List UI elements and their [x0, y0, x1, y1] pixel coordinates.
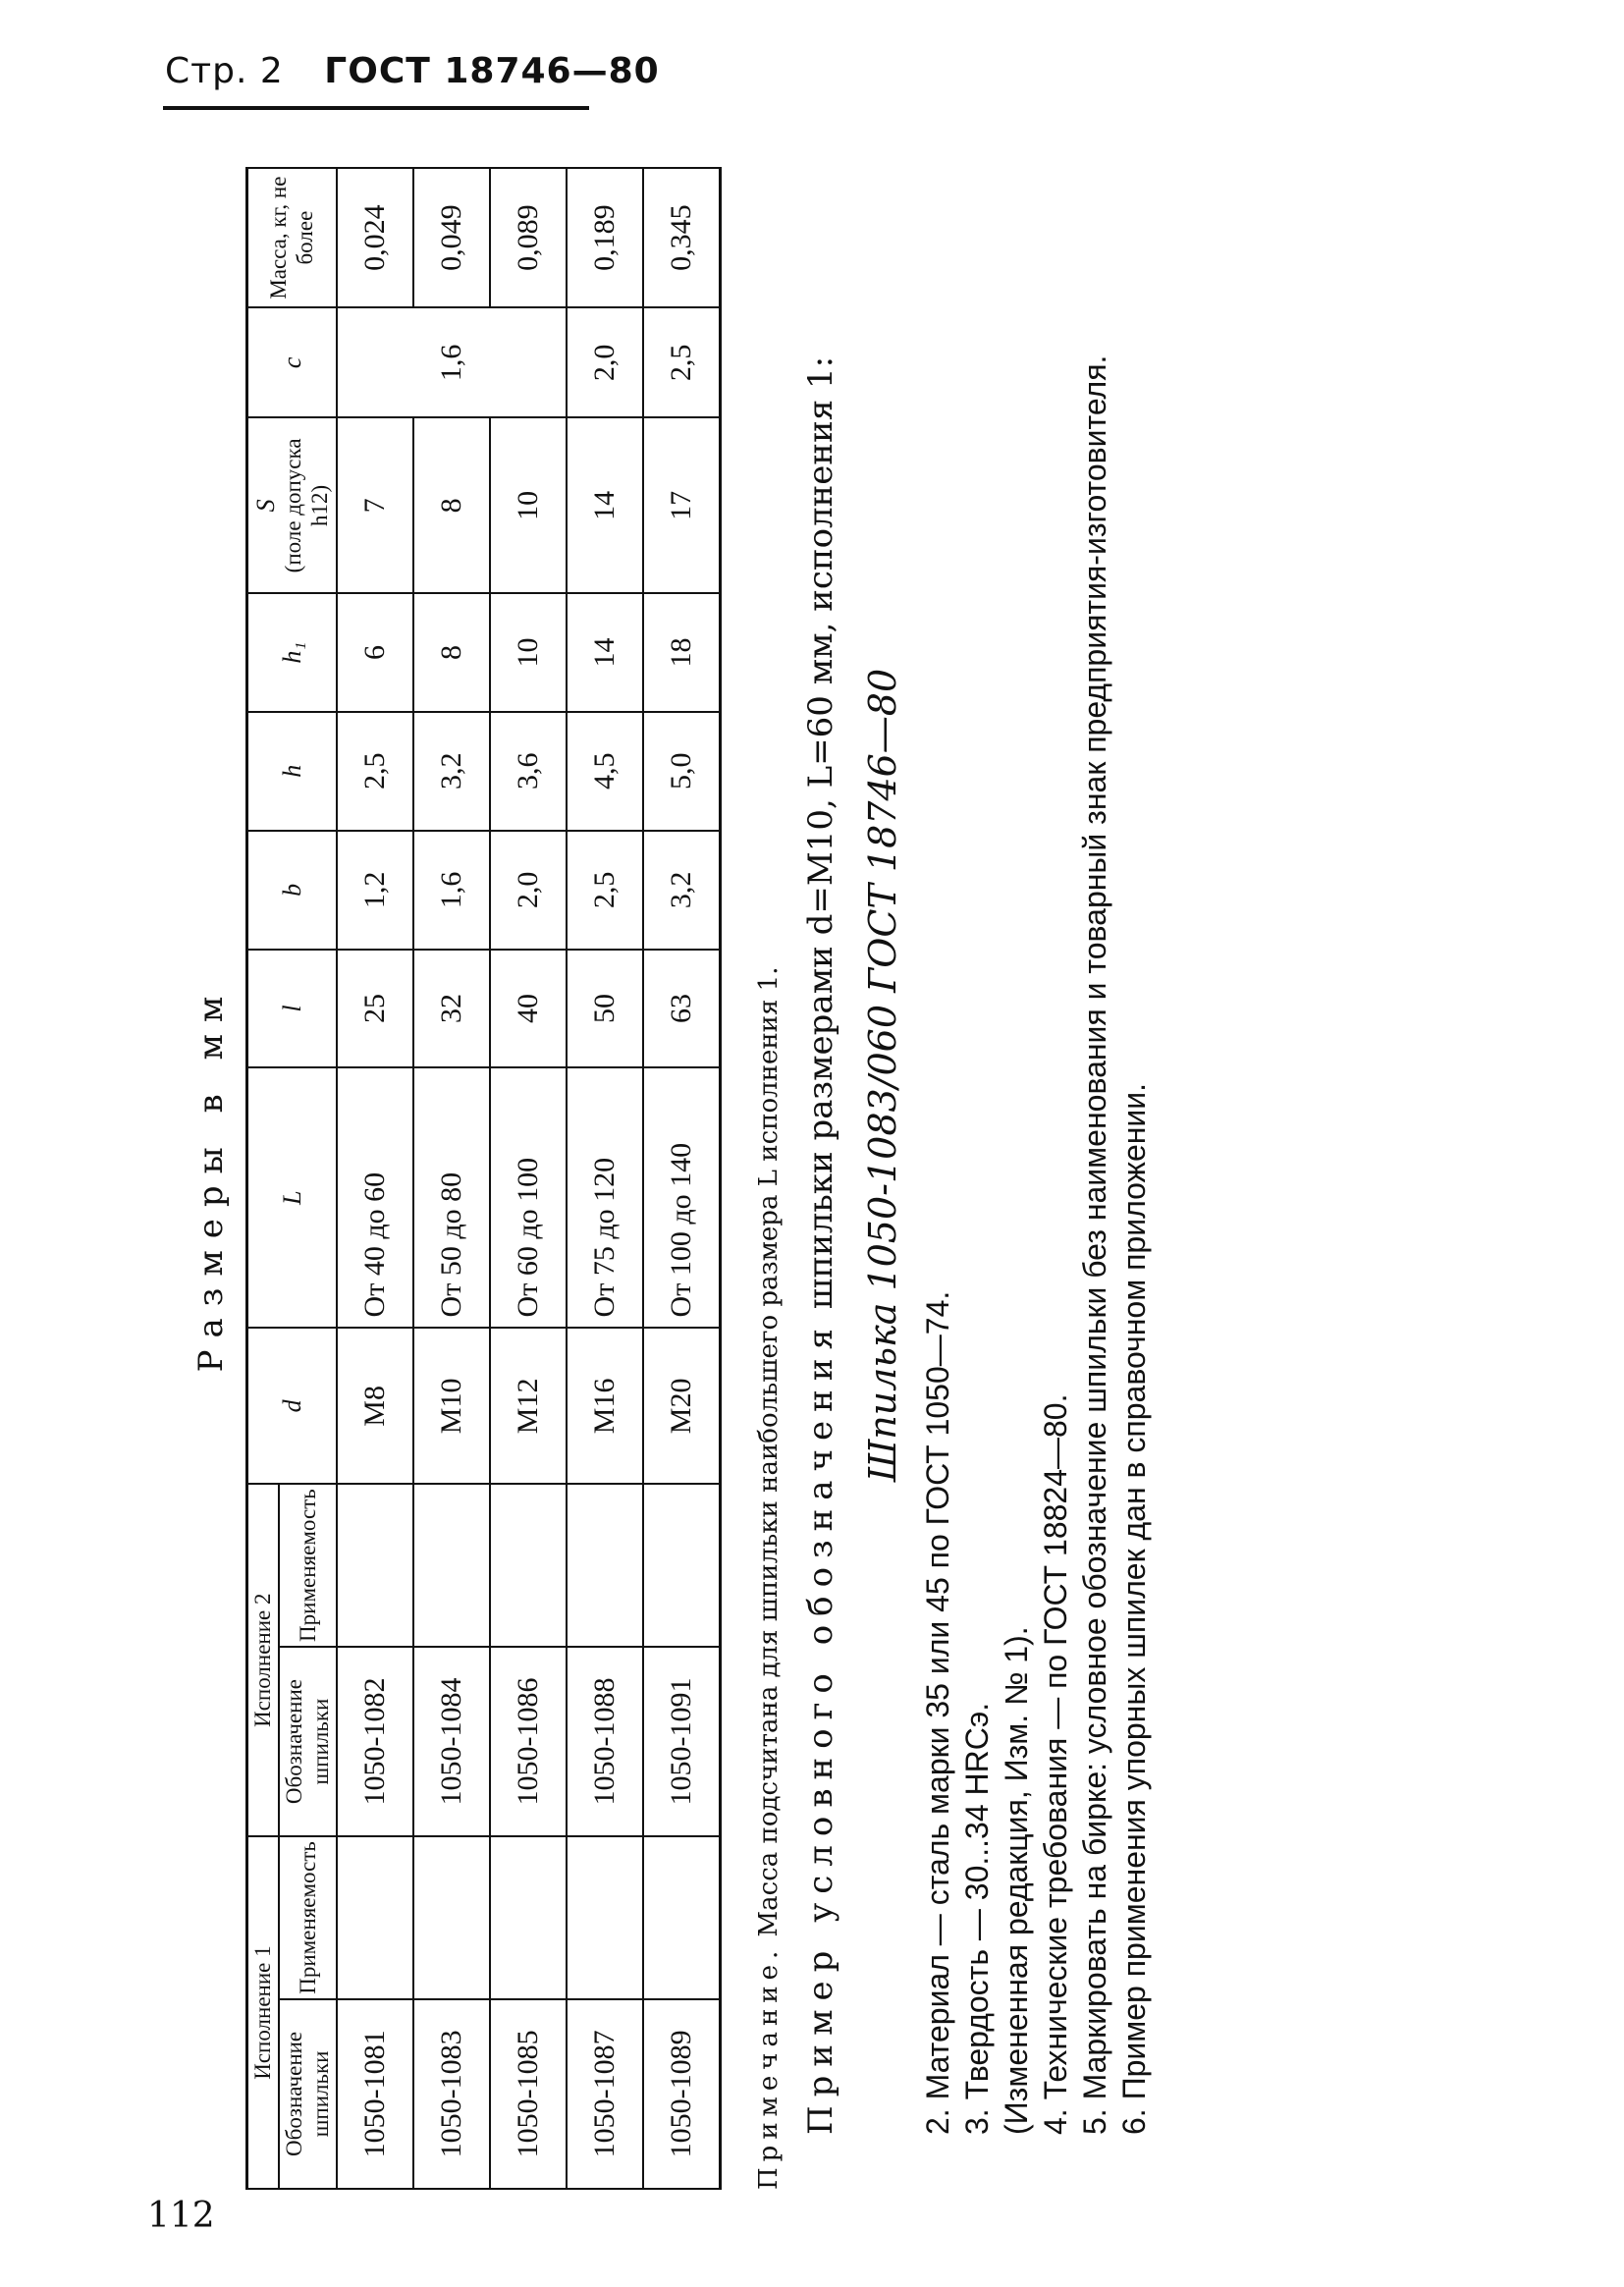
- cell-d: М12: [490, 1328, 567, 1484]
- cell-mass: 0,345: [643, 168, 721, 307]
- applicability-1: [490, 1836, 567, 1999]
- cell-l: 40: [490, 950, 567, 1067]
- col-d: d: [247, 1328, 338, 1484]
- cell-c: 2,0: [567, 307, 643, 417]
- cell-h1: 10: [490, 593, 567, 711]
- applicability-2: [413, 1484, 490, 1647]
- cell-mass: 0,049: [413, 168, 490, 307]
- designation-1: 1050-1085: [490, 1999, 567, 2189]
- item-4: 4. Технические требования — по ГОСТ 18824—80.: [1038, 1393, 1074, 2135]
- applicability-1: [643, 1836, 721, 1999]
- cell-b: 2,5: [567, 831, 643, 950]
- cell-h1: 18: [643, 593, 721, 711]
- dimensions-table: [245, 167, 722, 2190]
- cell-h: 2,5: [337, 712, 413, 831]
- designation-2: 1050-1082: [337, 1647, 413, 1836]
- cell-mass: 0,089: [490, 168, 567, 307]
- col-l: l: [247, 950, 338, 1067]
- cell-L: От 50 до 80: [413, 1067, 490, 1328]
- col-b: b: [247, 831, 338, 950]
- cell-h: 4,5: [567, 712, 643, 831]
- table-row: [490, 168, 567, 2189]
- example-designation: Шпилька 1050-1083/060 ГОСТ 18746—80: [861, 668, 905, 1483]
- col-h: h: [247, 712, 338, 831]
- cell-L: От 75 до 120: [567, 1067, 643, 1328]
- cell-b: 2,0: [490, 831, 567, 950]
- designation-2: 1050-1084: [413, 1647, 490, 1836]
- cell-l: 63: [643, 950, 721, 1067]
- table-row: [567, 168, 643, 2189]
- table-header-row: [247, 168, 280, 2189]
- cell-b: 1,2: [337, 831, 413, 950]
- cell-d: М8: [337, 1328, 413, 1484]
- applicability-2: [567, 1484, 643, 1647]
- page-label: Стр. 2: [165, 51, 284, 91]
- item-3-revision: (Измененная редакция, Изм. № 1).: [999, 1626, 1035, 2135]
- designation-1: 1050-1083: [413, 1999, 490, 2189]
- table-note: [743, 157, 794, 2190]
- designation-1: 1050-1081: [337, 1999, 413, 2189]
- cell-l: 25: [337, 950, 413, 1067]
- units-caption: Размеры в мм: [191, 984, 231, 1373]
- cell-h: 3,2: [413, 712, 490, 831]
- designation-2: 1050-1091: [643, 1647, 721, 1836]
- cell-c: 1,6: [337, 307, 567, 417]
- example-paragraph: [794, 157, 847, 2190]
- cell-h: 5,0: [643, 712, 721, 831]
- cell-S: 17: [643, 417, 721, 593]
- sub-applicability-2: Применяемость: [279, 1484, 337, 1647]
- col-S: [247, 417, 338, 593]
- col-S-note: (поле допуска h12): [281, 438, 332, 573]
- item-6: 6. Пример применения упорных шпилек дан в справочном приложении.: [1116, 1082, 1153, 2135]
- note-text: Масса подсчитана для шпильки наибольшего размера L исполнения 1.: [754, 966, 785, 1937]
- cell-h1: 8: [413, 593, 490, 711]
- note-label: Примечание.: [754, 1944, 785, 2190]
- standard-number: ГОСТ 18746—80: [324, 51, 660, 91]
- page-number: 112: [147, 2196, 215, 2236]
- applicability-1: [567, 1836, 643, 1999]
- table-row: [413, 168, 490, 2189]
- cell-d: М16: [567, 1328, 643, 1484]
- group-header-1: Исполнение 1: [247, 1836, 280, 2189]
- designation-1: 1050-1087: [567, 1999, 643, 2189]
- cell-h1: 14: [567, 593, 643, 711]
- col-mass: Масса, кг, не более: [247, 168, 338, 307]
- col-L: L: [247, 1067, 338, 1328]
- cell-L: От 100 до 140: [643, 1067, 721, 1328]
- header-rule: [163, 106, 589, 110]
- cell-d: М10: [413, 1328, 490, 1484]
- cell-mass: 0,189: [567, 168, 643, 307]
- cell-S: 10: [490, 417, 567, 593]
- applicability-2: [337, 1484, 413, 1647]
- sub-designation-1: Обозначение шпильки: [279, 1999, 337, 2189]
- cell-L: От 40 до 60: [337, 1067, 413, 1328]
- cell-S: 14: [567, 417, 643, 593]
- cell-c: 2,5: [643, 307, 721, 417]
- group-header-2: Исполнение 2: [247, 1484, 280, 1836]
- sub-applicability-1: Применяемость: [279, 1836, 337, 1999]
- col-S-symbol: S: [251, 499, 281, 513]
- designation-2: 1050-1088: [567, 1647, 643, 1836]
- applicability-2: [643, 1484, 721, 1647]
- applicability-1: [337, 1836, 413, 1999]
- rotated-content: [187, 157, 1473, 2200]
- applicability-2: [490, 1484, 567, 1647]
- item-3: 3. Твердость — 30...34 HRCэ.: [959, 1702, 996, 2135]
- page-header: [165, 51, 660, 91]
- applicability-1: [413, 1836, 490, 1999]
- item-2: 2. Материал — сталь марки 35 или 45 по ГОСТ 1050—74.: [920, 1290, 956, 2135]
- designation-1: 1050-1089: [643, 1999, 721, 2189]
- cell-h: 3,6: [490, 712, 567, 831]
- cell-S: 8: [413, 417, 490, 593]
- table-row: [337, 168, 413, 2189]
- example-text: шпильки размерами d=М10, L=60 мм, исполнения 1:: [801, 355, 841, 1310]
- example-label: Пример условного обозначения: [801, 1320, 841, 2135]
- cell-l: 50: [567, 950, 643, 1067]
- cell-L: От 60 до 100: [490, 1067, 567, 1328]
- cell-h1: 6: [337, 593, 413, 711]
- body-text: [743, 157, 1154, 2190]
- cell-b: 1,6: [413, 831, 490, 950]
- sub-designation-2: Обозначение шпильки: [279, 1647, 337, 1836]
- cell-l: 32: [413, 950, 490, 1067]
- col-c: c: [247, 307, 338, 417]
- item-5: 5. Маркировать на бирке: условное обозначение шпильки без наименования и товарный знак предприятия-изготовителя.: [1077, 354, 1113, 2135]
- cell-mass: 0,024: [337, 168, 413, 307]
- designation-2: 1050-1086: [490, 1647, 567, 1836]
- col-h1: h₁: [247, 593, 338, 711]
- table-row: [643, 168, 721, 2189]
- cell-d: М20: [643, 1328, 721, 1484]
- cell-b: 3,2: [643, 831, 721, 950]
- cell-S: 7: [337, 417, 413, 593]
